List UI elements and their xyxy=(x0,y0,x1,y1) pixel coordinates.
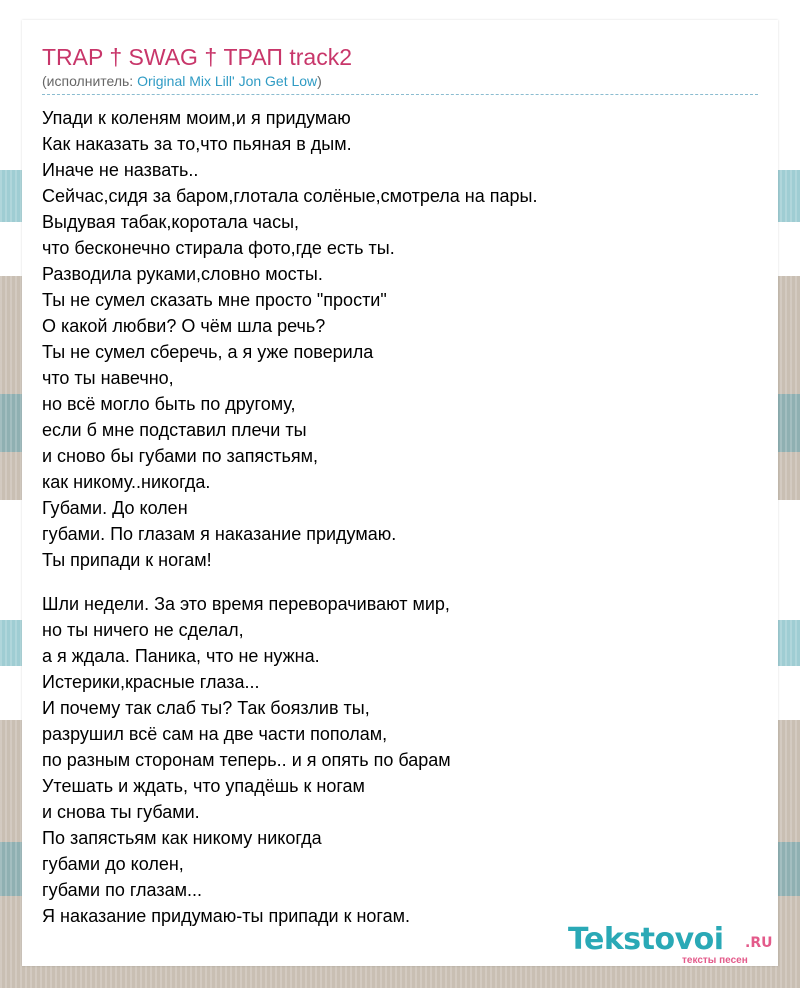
lyric-line: а я ждала. Паника, что не нужна. xyxy=(42,646,320,666)
lyric-line: Разводила руками,словно мосты. xyxy=(42,264,323,284)
lyrics-card xyxy=(22,20,778,966)
lyric-line: по разным сторонам теперь.. и я опять по барам xyxy=(42,750,451,770)
lyric-line: Как наказать за то,что пьяная в дым. xyxy=(42,134,352,154)
lyric-line: но всё могло быть по другому, xyxy=(42,394,296,414)
lyric-line: Шли недели. За это время переворачивают мир, xyxy=(42,594,450,614)
lyric-line: губами. По глазам я наказание придумаю. xyxy=(42,524,397,544)
stanza-gap xyxy=(42,573,758,591)
logo-domain: .RU xyxy=(745,935,773,951)
lyric-line: что бесконечно стирала фото,где есть ты. xyxy=(42,238,395,258)
lyric-line: Иначе не назвать.. xyxy=(42,160,199,180)
lyric-line: По запястьям как никому никогда xyxy=(42,828,322,848)
lyric-line: губами до колен, xyxy=(42,854,184,874)
lyric-line: что ты навечно, xyxy=(42,368,174,388)
lyrics-stanza-1 xyxy=(42,105,758,573)
lyric-line: Выдувая табак,коротала часы, xyxy=(42,212,300,232)
lyric-line: как никому..никогда. xyxy=(42,472,211,492)
lyric-line: Истерики,красные глаза... xyxy=(42,672,260,692)
artist-link[interactable]: Original Mix Lill' Jon Get Low xyxy=(137,73,318,89)
artist-line xyxy=(42,73,758,95)
lyric-line: Ты не сумел сберечь, а я уже поверила xyxy=(42,342,374,362)
lyric-line: О какой любви? О чём шла речь? xyxy=(42,316,326,336)
lyric-line: Ты припади к ногам! xyxy=(42,550,212,570)
lyrics-stanza-2 xyxy=(42,591,758,929)
lyric-line: губами по глазам... xyxy=(42,880,202,900)
artist-prefix: (исполнитель: xyxy=(42,73,138,89)
lyric-line: и сново бы губами по запястьям, xyxy=(42,446,318,466)
tekstovoi-logo[interactable] xyxy=(568,922,778,966)
lyric-line: Утешать и ждать, что упадёшь к ногам xyxy=(42,776,365,796)
lyric-line: Упади к коленям моим,и я придумаю xyxy=(42,108,351,128)
lyric-line: Сейчас,сидя за баром,глотала солёные,смотрела на пары. xyxy=(42,186,538,206)
lyric-line: и снова ты губами. xyxy=(42,802,200,822)
logo-wordmark: Tekstovoi xyxy=(568,922,724,957)
lyric-line: но ты ничего не сделал, xyxy=(42,620,244,640)
lyric-line: Я наказание придумаю-ты припади к ногам. xyxy=(42,906,410,926)
lyric-line: Ты не сумел сказать мне просто "прости" xyxy=(42,290,387,310)
song-title: TRAP † SWAG † ТРАП track2 xyxy=(42,44,352,70)
lyric-line: Губами. До колен xyxy=(42,498,188,518)
lyric-line: если б мне подставил плечи ты xyxy=(42,420,307,440)
artist-suffix: ) xyxy=(317,73,322,89)
lyric-line: разрушил всё сам на две части пополам, xyxy=(42,724,388,744)
lyric-line: И почему так слаб ты? Так боязлив ты, xyxy=(42,698,370,718)
logo-tagline: тексты песен xyxy=(682,955,748,966)
lyrics-body xyxy=(42,105,758,929)
